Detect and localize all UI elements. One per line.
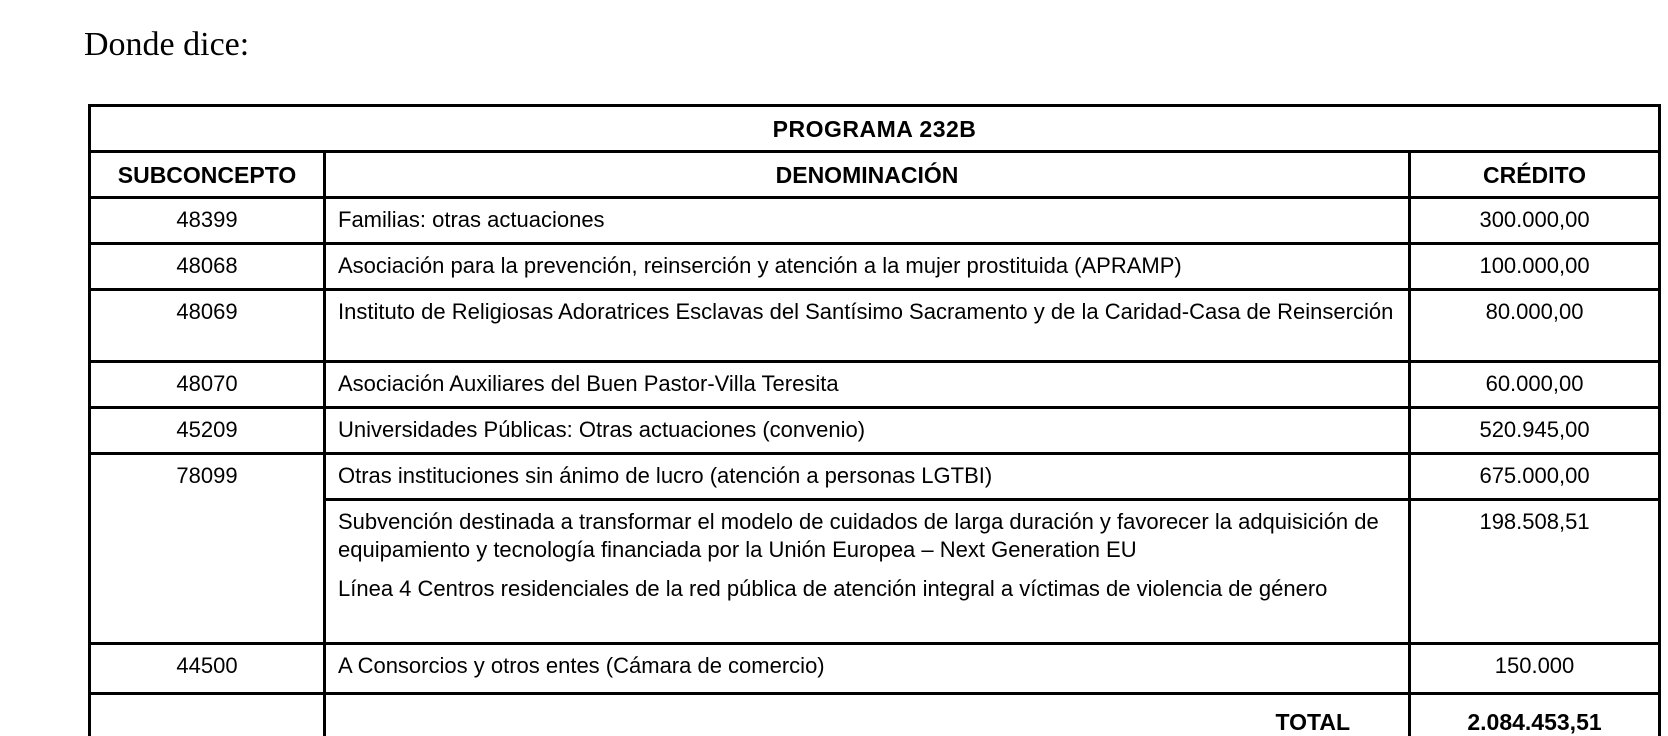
denominacion-cell — [325, 500, 1410, 644]
credito-cell: 520.945,00 — [1410, 408, 1660, 454]
total-label: TOTAL — [325, 694, 1410, 736]
credito-cell: 150.000 — [1410, 644, 1660, 694]
subconcepto-cell: 48068 — [90, 244, 325, 290]
column-header-denominacion: DENOMINACIÓN — [325, 152, 1410, 198]
credito-cell: 100.000,00 — [1410, 244, 1660, 290]
subconcepto-cell: 48399 — [90, 198, 325, 244]
denominacion-cell: Instituto de Religiosas Adoratrices Esclavas del Santísimo Sacramento y de la Caridad-Casa de Reinserción — [325, 290, 1410, 362]
budget-table — [88, 104, 1661, 736]
subconcepto-cell: 78099 — [90, 454, 325, 644]
column-header-subconcepto: SUBCONCEPTO — [90, 152, 325, 198]
denominacion-cell: Universidades Públicas: Otras actuaciones (convenio) — [325, 408, 1410, 454]
denominacion-paragraph: Subvención destinada a transformar el modelo de cuidados de larga duración y favorecer la adquisición de equipamiento y tecnología financiada por la Unión Europea – Next Generation EU — [338, 509, 1379, 562]
credito-cell: 60.000,00 — [1410, 362, 1660, 408]
table-row — [90, 244, 1660, 290]
credito-cell: 300.000,00 — [1410, 198, 1660, 244]
denominacion-paragraph: Línea 4 Centros residenciales de la red pública de atención integral a víctimas de violencia de género — [338, 576, 1328, 601]
denominacion-cell: A Consorcios y otros entes (Cámara de comercio) — [325, 644, 1410, 694]
program-title: PROGRAMA 232B — [90, 106, 1660, 152]
subconcepto-cell: 44500 — [90, 644, 325, 694]
total-value: 2.084.453,51 — [1410, 694, 1660, 736]
subconcepto-cell: 45209 — [90, 408, 325, 454]
intro-text: Donde dice: — [84, 26, 250, 63]
column-header-row — [90, 152, 1660, 198]
subconcepto-cell-empty — [90, 694, 325, 736]
credito-cell: 80.000,00 — [1410, 290, 1660, 362]
table-row — [90, 198, 1660, 244]
program-header-row — [90, 106, 1660, 152]
denominacion-cell: Asociación Auxiliares del Buen Pastor-Villa Teresita — [325, 362, 1410, 408]
table-row — [90, 500, 1660, 644]
table-row — [90, 454, 1660, 500]
table-row — [90, 362, 1660, 408]
subconcepto-cell: 48070 — [90, 362, 325, 408]
denominacion-cell: Familias: otras actuaciones — [325, 198, 1410, 244]
table-row — [90, 290, 1660, 362]
column-header-credito: CRÉDITO — [1410, 152, 1660, 198]
table-row — [90, 644, 1660, 694]
denominacion-cell: Otras instituciones sin ánimo de lucro (atención a personas LGTBI) — [325, 454, 1410, 500]
table-row — [90, 408, 1660, 454]
subconcepto-cell: 48069 — [90, 290, 325, 362]
denominacion-cell: Asociación para la prevención, reinserción y atención a la mujer prostituida (APRAMP) — [325, 244, 1410, 290]
credito-cell: 675.000,00 — [1410, 454, 1660, 500]
credito-cell: 198.508,51 — [1410, 500, 1660, 644]
total-row — [90, 694, 1660, 736]
